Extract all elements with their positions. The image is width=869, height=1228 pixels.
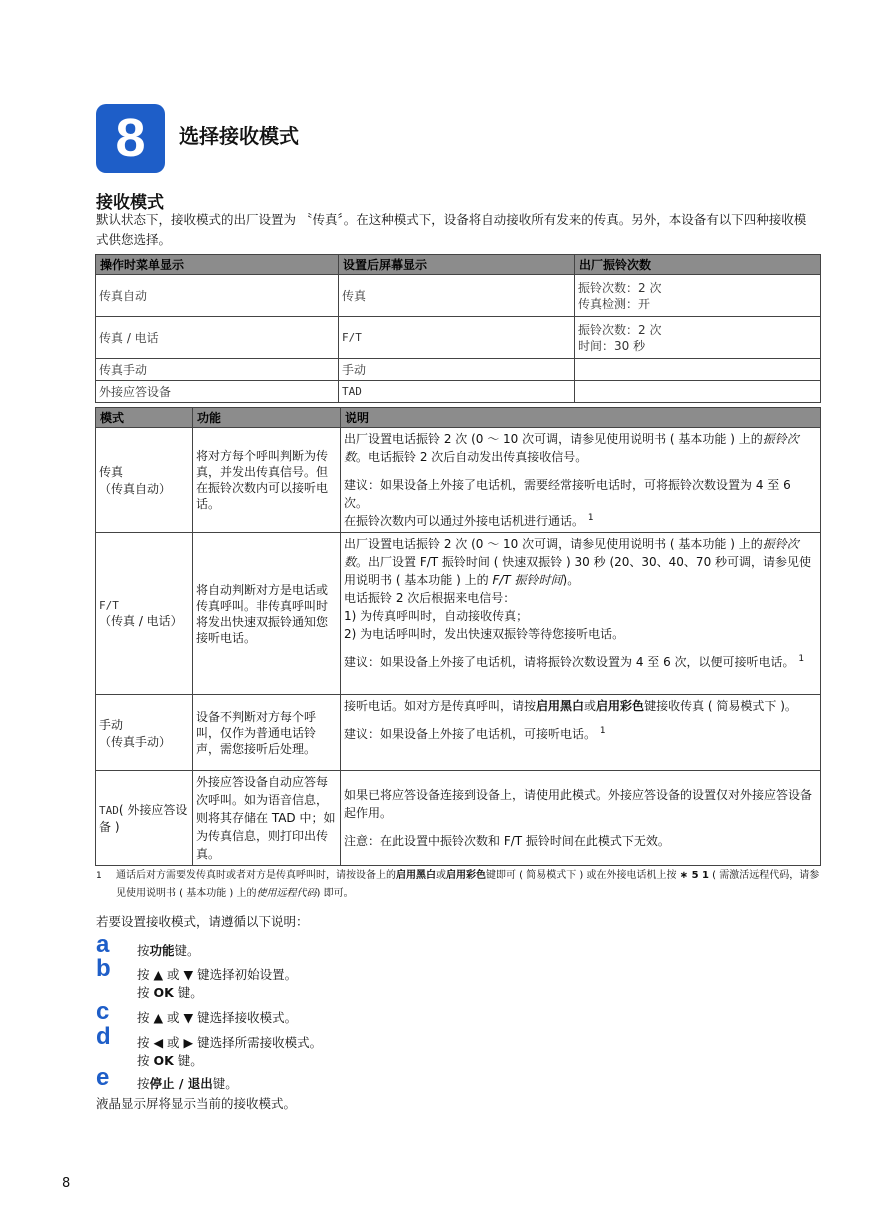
table-row [96,275,821,317]
instructions-intro: 若要设置接收模式，请遵循以下说明： [96,914,309,929]
footnote-ref: 1 [599,726,606,736]
display-cell: TAD [339,381,575,403]
section-heading: 接收模式 [96,193,164,213]
table-header-row [96,408,821,428]
footnote-text: 通话后对方需要发传真时或者对方是传真呼叫时，请按设备上的启用黑白或启用彩色键即可 ( 简易模式下 ) 或在外接电话机上按 ∗ 5 1 ( 需激活远程代码，请参见使用说明书 ( 基本功能 ) 上的使用远程代码) 即可。 [116,870,820,899]
mode-name: 手动 [99,717,124,732]
footnote [96,867,820,903]
recommendation-text: 建议：如果设备上外接了电话机，可接听电话。 $^1$ [344,726,606,741]
step-letter: b [96,955,111,982]
recommendation-text: 建议：如果设备上外接了电话机，需要经常接听电话时，可将振铃次数设置为 4 至 6 次。 [344,478,791,510]
ring-cell [575,275,821,317]
description-cell [341,428,821,533]
step-text: 按 ◀ 或 ▶ 键选择所需接收模式。 按 OK 键。 [137,1035,323,1068]
step-letter: e [96,1064,110,1091]
menu-display-table [95,254,821,403]
table-row [96,381,821,403]
column-header: 操作时菜单显示 [96,255,339,275]
mode-cell [96,771,193,866]
menu-cell: 传真 / 电话 [96,317,339,359]
mode-name: 传真 [99,465,124,479]
step-text: 按功能键。 [137,943,200,958]
step-letter: c [96,998,110,1025]
step-title: 选择接收模式 [179,124,299,148]
ring-count: 振铃次数：2 次 [578,280,662,295]
mode-name: TAD( 外接应答设备 ) [99,803,188,834]
mode-name: F/T [99,598,119,612]
description-cell [341,533,821,695]
menu-cell: 外接应答设备 [96,381,339,403]
step-text: 按 ▲ 或 ▼ 键选择接收模式。 [137,1010,298,1025]
column-header: 说明 [341,408,821,428]
ring-count: 振铃次数：2 次 [578,322,662,337]
mode-cell [96,695,193,771]
step-letter: d [96,1023,111,1050]
description-cell [341,771,821,866]
display-cell: 手动 [339,359,575,381]
function-cell: 将自动判断对方是电话或传真呼叫。非传真呼叫时将发出快速双振铃通知您接听电话。 [193,533,341,695]
table-header-row [96,255,821,275]
column-header: 出厂振铃次数 [575,255,821,275]
table-row [96,359,821,381]
step-letter: a [96,931,110,958]
display-cell: 传真 [339,275,575,317]
description-text: 出厂设置电话振铃 2 次 (0 ～ 10 次可调，请参见使用说明书 ( 基本功能 ) 上的振铃次数。电话振铃 2 次后自动发出传真接收信号。 [344,432,799,464]
function-cell: 将对方每个呼叫判断为传真，并发出传真信号。但在振铃次数内可以接听电话。 [193,428,341,533]
ring-cell [575,317,821,359]
table-row [96,428,821,533]
footnote-ref: 1 [587,513,594,523]
ring-detail: 时间：30 秒 [578,338,646,353]
column-header: 模式 [96,408,193,428]
table-row [96,533,821,695]
note-text: 注意：在此设置中振铃次数和 F/T 振铃时间在此模式下无效。 [344,834,670,848]
table-row [96,771,821,866]
mode-description-table [95,407,821,866]
recommendation-text: 建议：如果设备上外接了电话机，请将振铃次数设置为 4 至 6 次，以便可接听电话。 $^1$ [344,654,805,669]
step-text: 按 ▲ 或 ▼ 键选择初始设置。 按 OK 键。 [137,967,298,1000]
table-row [96,317,821,359]
mode-subname: （传真自动） [99,482,172,496]
description-text: 如果已将应答设备连接到设备上，请使用此模式。外接应答设备的设置仅对外接应答设备起作用。 [344,788,813,820]
description-text: 2) 为电话呼叫时，发出快速双振铃等待您接听电话。 [344,627,625,641]
column-header: 设置后屏幕显示 [339,255,575,275]
ring-cell [575,381,821,403]
description-text: 电话振铃 2 次后根据来电信号： [344,591,516,605]
menu-cell: 传真手动 [96,359,339,381]
intro-paragraph: 默认状态下，接收模式的出厂设置为 〝传真〞。在这种模式下，设备将自动接收所有发来的传真。另外，本设备有以下四种接收模式供您选择。 [96,212,807,247]
step-text: 按停止 / 退出键。 [137,1076,238,1091]
column-header: 功能 [193,408,341,428]
page-number: 8 [62,1176,71,1191]
display-cell: F/T [339,317,575,359]
table-row [96,695,821,771]
step-number-badge: 8 [96,104,165,173]
ring-detail: 传真检测：开 [578,296,651,311]
mode-subname: （传真 / 电话） [99,613,183,628]
ring-cell [575,359,821,381]
footnote-number: 1 [96,871,102,881]
description-text: 接听电话。如对方是传真呼叫，请按启用黑白或启用彩色键接收传真 ( 简易模式下 )。 [344,699,797,713]
mode-subname: （传真手动） [99,734,172,749]
function-cell: 外接应答设备自动应答每次呼叫。如为语音信息，则将其存储在 TAD 中；如为传真信息，则打印出传真。 [193,771,341,866]
footnote-ref: 1 [798,654,805,664]
function-cell: 设备不判断对方每个呼叫，仅作为普通电话铃声，需您接听后处理。 [193,695,341,771]
description-text: 出厂设置电话振铃 2 次 (0 ～ 10 次可调，请参见使用说明书 ( 基本功能 ) 上的振铃次数。出厂设置 F/T 振铃时间 ( 快速双振铃 ) 30 秒 (20、30、40、70 秒可调，请参见使用说明书 ( 基本功能 ) 上的 F/T 振铃时间)。 [344,537,812,587]
closing-text: 液晶显示屏将显示当前的接收模式。 [96,1096,297,1111]
menu-cell: 传真自动 [96,275,339,317]
description-text: 1) 为传真呼叫时，自动接收传真； [344,609,529,623]
mode-cell [96,533,193,695]
description-text: 在振铃次数内可以通过外接电话机进行通话。 $^1$ [344,513,594,528]
description-cell [341,695,821,771]
mode-cell [96,428,193,533]
